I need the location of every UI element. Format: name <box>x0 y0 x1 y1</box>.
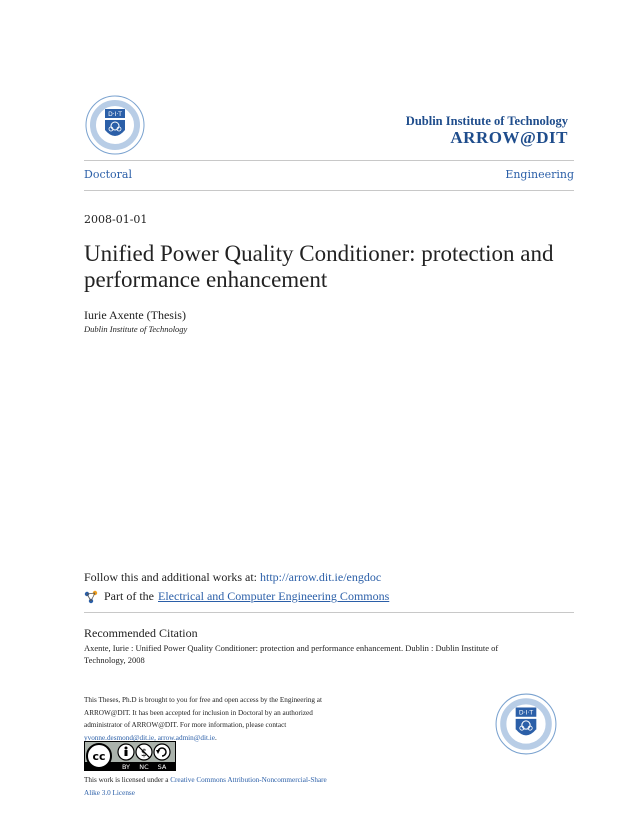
cc-label-nc: NC <box>139 763 149 771</box>
logo-top-text: D·I·T <box>108 111 122 118</box>
citation-text: Axente, Iurie : Unified Power Quality Conditioner: protection and performance enhancement. Dublin : Dublin Institute of Technology, 2008 <box>84 643 499 665</box>
creative-commons-badge[interactable] <box>84 741 176 771</box>
network-icon <box>84 590 98 604</box>
license-link[interactable]: Creative Commons Attribution-Noncommercial-Share Alike 3.0 License <box>84 776 327 797</box>
author-affiliation: Dublin Institute of Technology <box>84 324 188 334</box>
citation-heading: Recommended Citation <box>84 626 198 640</box>
part-of-prefix: Part of the <box>104 589 154 603</box>
commons-link[interactable]: Electrical and Computer Engineering Commons <box>158 589 390 603</box>
license-notice <box>84 774 344 799</box>
notice-end: . <box>214 733 217 742</box>
series-link-doctoral[interactable]: Doctoral <box>84 168 132 181</box>
dit-logo-bottom <box>494 692 558 756</box>
institution-name: Dublin Institute of Technology <box>405 114 568 128</box>
cc-label-by: BY <box>121 763 131 771</box>
divider-top <box>84 160 574 161</box>
access-notice <box>84 694 334 744</box>
contact-email-link[interactable]: yvonne.desmond@dit.ie, arrow.admin@dit.ie <box>84 733 215 742</box>
divider-nav <box>84 190 574 191</box>
paper-title: Unified Power Quality Conditioner: protection and performance enhancement <box>84 241 554 292</box>
author-name: Iurie Axente (Thesis) <box>84 308 186 322</box>
divider-citation <box>84 612 574 613</box>
publication-date: 2008-01-01 <box>84 213 148 226</box>
cc-label-sa: SA <box>157 763 167 771</box>
repository-name[interactable]: ARROW@DIT <box>450 128 568 147</box>
notice-text: This Theses, Ph.D is brought to you for free and open access by the Engineering at ARROW@DIT. It has been accepted for inclusion in Doctoral by an authorized administrator of ARROW@DIT. For more information, please contact <box>84 696 322 729</box>
department-link-engineering[interactable]: Engineering <box>505 168 574 181</box>
follow-prefix: Follow this and additional works at: <box>84 570 260 584</box>
dit-logo <box>84 94 146 156</box>
logo-bottom-text: D·I·T <box>518 709 534 717</box>
follow-line <box>84 570 381 585</box>
follow-url-link[interactable]: http://arrow.dit.ie/engdoc <box>260 570 382 584</box>
part-of-line <box>84 589 389 604</box>
cc-logo-text: cc <box>92 750 106 763</box>
license-prefix: This work is licensed under a <box>84 776 171 784</box>
svg-text:$: $ <box>140 748 148 759</box>
